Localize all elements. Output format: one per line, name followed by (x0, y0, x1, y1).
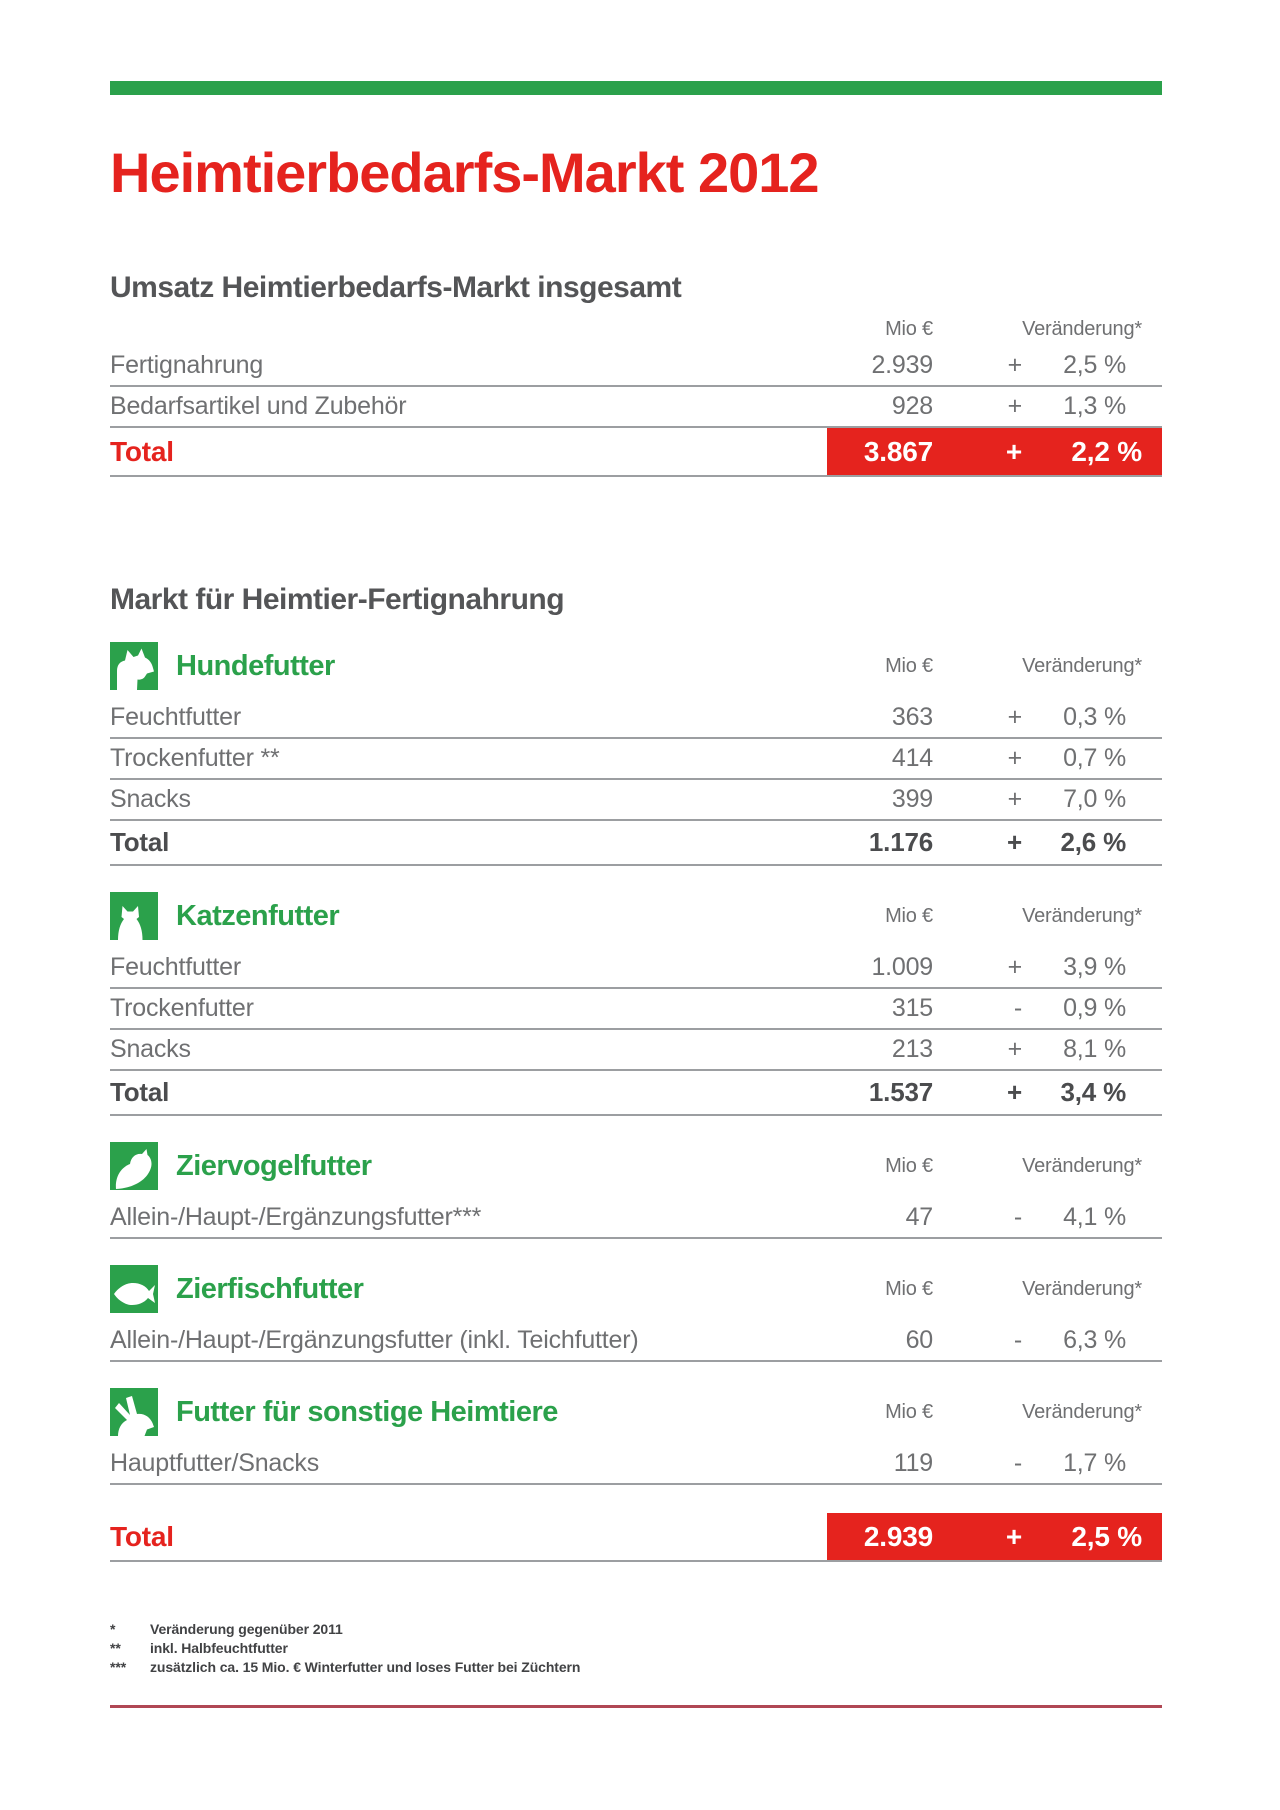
group-header-zierfischfutter (110, 1265, 1162, 1313)
group-header-hundefutter (110, 642, 1162, 690)
group-title: Futter für sonstige Heimtiere (176, 1395, 558, 1428)
footnote (110, 1658, 1162, 1677)
row-change-pct: 1,7 % (1063, 1449, 1126, 1477)
cat-icon (110, 892, 158, 940)
group-title-wrap (110, 1265, 772, 1313)
row-change-pct: 8,1 % (1063, 1035, 1126, 1063)
row-label: Snacks (110, 785, 191, 813)
group-rows (110, 1321, 1162, 1362)
footnote-marker: ** (110, 1640, 121, 1656)
table-row (110, 1030, 1162, 1071)
row-label: Feuchtfutter (110, 953, 241, 981)
section-umsatz-heading: Umsatz Heimtierbedarfs-Markt insgesamt (110, 271, 682, 304)
total-value-mio: 3.867 (863, 435, 933, 467)
column-header-change: Veränderung* (1022, 317, 1142, 340)
total-row-fertignahrung (110, 1513, 1162, 1562)
row-change-sign: + (1007, 953, 1022, 981)
column-header-change: Veränderung* (1022, 654, 1142, 677)
row-value-mio: 414 (891, 744, 933, 772)
subtotal-value-mio: 1.537 (868, 1077, 933, 1107)
table-row (110, 948, 1162, 989)
row-change-pct: 0,7 % (1063, 744, 1126, 772)
row-change-pct: 6,3 % (1063, 1326, 1126, 1354)
row-change-sign: + (1007, 1035, 1022, 1063)
row-label: Feuchtfutter (110, 703, 241, 731)
column-header-mio: Mio € (885, 1154, 933, 1177)
total-change-pct: 2,2 % (1071, 435, 1142, 467)
row-change-sign: - (1013, 1326, 1022, 1354)
table-row (110, 780, 1162, 821)
row-change-sign: + (1007, 351, 1022, 379)
row-label: Allein-/Haupt-/Ergänzungsfutter*** (110, 1203, 482, 1231)
group-title-wrap (110, 642, 772, 690)
row-change-sign: + (1007, 703, 1022, 731)
group-title: Katzenfutter (176, 899, 340, 932)
subtotal-value-mio: 1.176 (868, 827, 933, 857)
footnote-marker: * (110, 1621, 116, 1637)
group-title-wrap (110, 1388, 772, 1436)
row-change-pct: 4,1 % (1063, 1203, 1126, 1231)
bottom-red-rule (110, 1705, 1162, 1708)
column-header-change: Veränderung* (1022, 1154, 1142, 1177)
footnote (110, 1620, 1162, 1639)
total-label: Total (110, 435, 174, 467)
table-row (110, 346, 1162, 387)
row-value-mio: 363 (891, 703, 933, 731)
footnote-text: Veränderung gegenüber 2011 (150, 1621, 343, 1637)
column-header-row (110, 312, 1162, 346)
row-label: Hauptfutter/Snacks (110, 1449, 320, 1477)
column-header-mio: Mio € (885, 1400, 933, 1423)
row-value-mio: 315 (891, 994, 933, 1022)
column-header-mio: Mio € (885, 904, 933, 927)
column-header-change: Veränderung* (1022, 1400, 1142, 1423)
subtotal-row (110, 821, 1162, 866)
total-change-pct: 2,5 % (1071, 1520, 1142, 1552)
fish-icon (110, 1265, 158, 1313)
section-fertignahrung-heading: Markt für Heimtier-Fertignahrung (110, 583, 565, 616)
subtotal-change-pct: 2,6 % (1060, 827, 1126, 857)
row-value-mio: 1.009 (871, 953, 933, 981)
subtotal-change-sign: + (1007, 827, 1022, 857)
top-green-bar (110, 81, 1162, 95)
row-value-mio: 928 (891, 392, 933, 420)
row-value-mio: 399 (891, 785, 933, 813)
table-row (110, 387, 1162, 428)
row-change-pct: 3,9 % (1063, 953, 1126, 981)
group-title-wrap (110, 892, 772, 940)
row-label: Snacks (110, 1035, 191, 1063)
row-change-pct: 0,9 % (1063, 994, 1126, 1022)
row-change-pct: 2,5 % (1063, 351, 1126, 379)
table-row (110, 1321, 1162, 1362)
table-row (110, 698, 1162, 739)
row-change-sign: - (1013, 994, 1022, 1022)
group-rows (110, 948, 1162, 1116)
rabbit-icon (110, 1388, 158, 1436)
table-row (110, 739, 1162, 780)
row-value-mio: 2.939 (871, 351, 933, 379)
group-rows (110, 698, 1162, 866)
row-label: Trockenfutter ** (110, 744, 280, 772)
group-title-wrap (110, 1142, 772, 1190)
total-label: Total (110, 1520, 174, 1552)
footnote-text: zusätzlich ca. 15 Mio. € Winterfutter und loses Futter bei Züchtern (150, 1659, 581, 1675)
section-fertignahrung (110, 583, 1162, 1562)
row-change-sign: - (1013, 1449, 1022, 1477)
row-value-mio: 60 (905, 1326, 933, 1354)
row-value-mio: 119 (893, 1449, 933, 1477)
total-change-sign: + (1005, 435, 1022, 467)
total-value-mio: 2.939 (863, 1520, 933, 1552)
row-value-mio: 213 (891, 1035, 933, 1063)
bird-icon (110, 1142, 158, 1190)
row-value-mio: 47 (905, 1203, 933, 1231)
row-label: Allein-/Haupt-/Ergänzungsfutter (inkl. Teichfutter) (110, 1326, 639, 1354)
subtotal-change-pct: 3,4 % (1060, 1077, 1126, 1107)
row-change-sign: - (1013, 1203, 1022, 1231)
group-title: Ziervogelfutter (176, 1149, 372, 1182)
subtotal-change-sign: + (1007, 1077, 1022, 1107)
footnotes (110, 1620, 1162, 1677)
footnote-marker: *** (110, 1659, 127, 1675)
group-header-katzenfutter (110, 892, 1162, 940)
group-header-ziervogelfutter (110, 1142, 1162, 1190)
group-rows (110, 1444, 1162, 1485)
row-change-pct: 7,0 % (1063, 785, 1126, 813)
dog-icon (110, 642, 158, 690)
section-umsatz (110, 271, 1162, 477)
subtotal-row (110, 1071, 1162, 1116)
group-title: Zierfischfutter (176, 1272, 364, 1305)
row-change-pct: 1,3 % (1063, 392, 1126, 420)
column-header-mio: Mio € (885, 1277, 933, 1300)
row-change-sign: + (1007, 392, 1022, 420)
group-header-sonstige-heimtiere (110, 1388, 1162, 1436)
column-header-mio: Mio € (885, 654, 933, 677)
table-row (110, 1198, 1162, 1239)
total-change-sign: + (1005, 1520, 1022, 1552)
row-label: Bedarfsartikel und Zubehör (110, 392, 407, 420)
table-row (110, 1444, 1162, 1485)
column-header-mio: Mio € (885, 317, 933, 340)
subtotal-label: Total (110, 827, 170, 857)
footnote (110, 1639, 1162, 1658)
table-row (110, 989, 1162, 1030)
column-header-change: Veränderung* (1022, 904, 1142, 927)
group-rows (110, 1198, 1162, 1239)
footnote-text: inkl. Halbfeuchtfutter (150, 1640, 288, 1656)
group-title: Hundefutter (176, 649, 335, 682)
total-row-umsatz (110, 428, 1162, 477)
subtotal-label: Total (110, 1077, 170, 1107)
column-header-change: Veränderung* (1022, 1277, 1142, 1300)
page-title: Heimtierbedarfs-Markt 2012 (110, 141, 819, 204)
row-label: Fertignahrung (110, 351, 264, 379)
row-change-pct: 0,3 % (1063, 703, 1126, 731)
row-change-sign: + (1007, 785, 1022, 813)
row-label: Trockenfutter (110, 994, 254, 1022)
row-change-sign: + (1007, 744, 1022, 772)
